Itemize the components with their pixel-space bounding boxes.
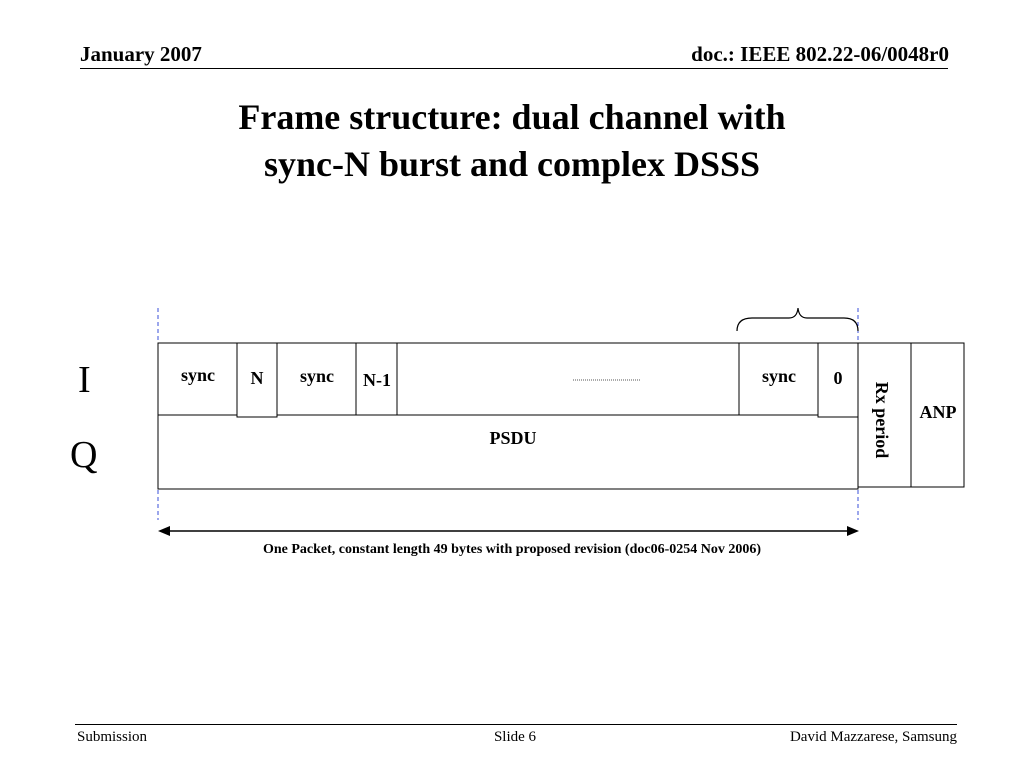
arrowhead-left-icon (158, 526, 170, 536)
cell-n-minus-1: N-1 (363, 370, 391, 390)
packet-length-arrow (158, 526, 859, 536)
cell-zero: 0 (833, 368, 843, 388)
q-channel-label: Q (70, 434, 98, 476)
anp-label: ANP (919, 402, 957, 422)
cell-sync-last: sync (761, 366, 797, 386)
arrowhead-right-icon (847, 526, 859, 536)
slide-title-line-2: sync-N burst and complex DSSS (263, 144, 761, 184)
cell-sync-2: sync (299, 366, 335, 386)
footer-slide-number: Slide 6 (493, 729, 537, 745)
psdu-label: PSDU (489, 428, 537, 448)
header-date: January 2007 (80, 42, 202, 66)
i-channel-label: I (78, 359, 91, 401)
footer-divider (75, 724, 957, 725)
footer-author: David Mazzarese, Samsung (789, 729, 957, 745)
packet-caption: One Packet, constant length 49 bytes with proposed revision (doc06-0254 Nov 2006) (262, 542, 762, 557)
rx-period-label: Rx period (872, 381, 892, 459)
cell-n: N (250, 368, 264, 388)
footer-submission: Submission (77, 729, 148, 745)
slide-title-line-1: Frame structure: dual channel with (238, 97, 786, 137)
cell-sync-1: sync (180, 365, 216, 385)
header-doc-id: doc.: IEEE 802.22-06/0048r0 (691, 42, 949, 66)
psdu-block (158, 415, 858, 489)
burst-brace (737, 308, 858, 331)
